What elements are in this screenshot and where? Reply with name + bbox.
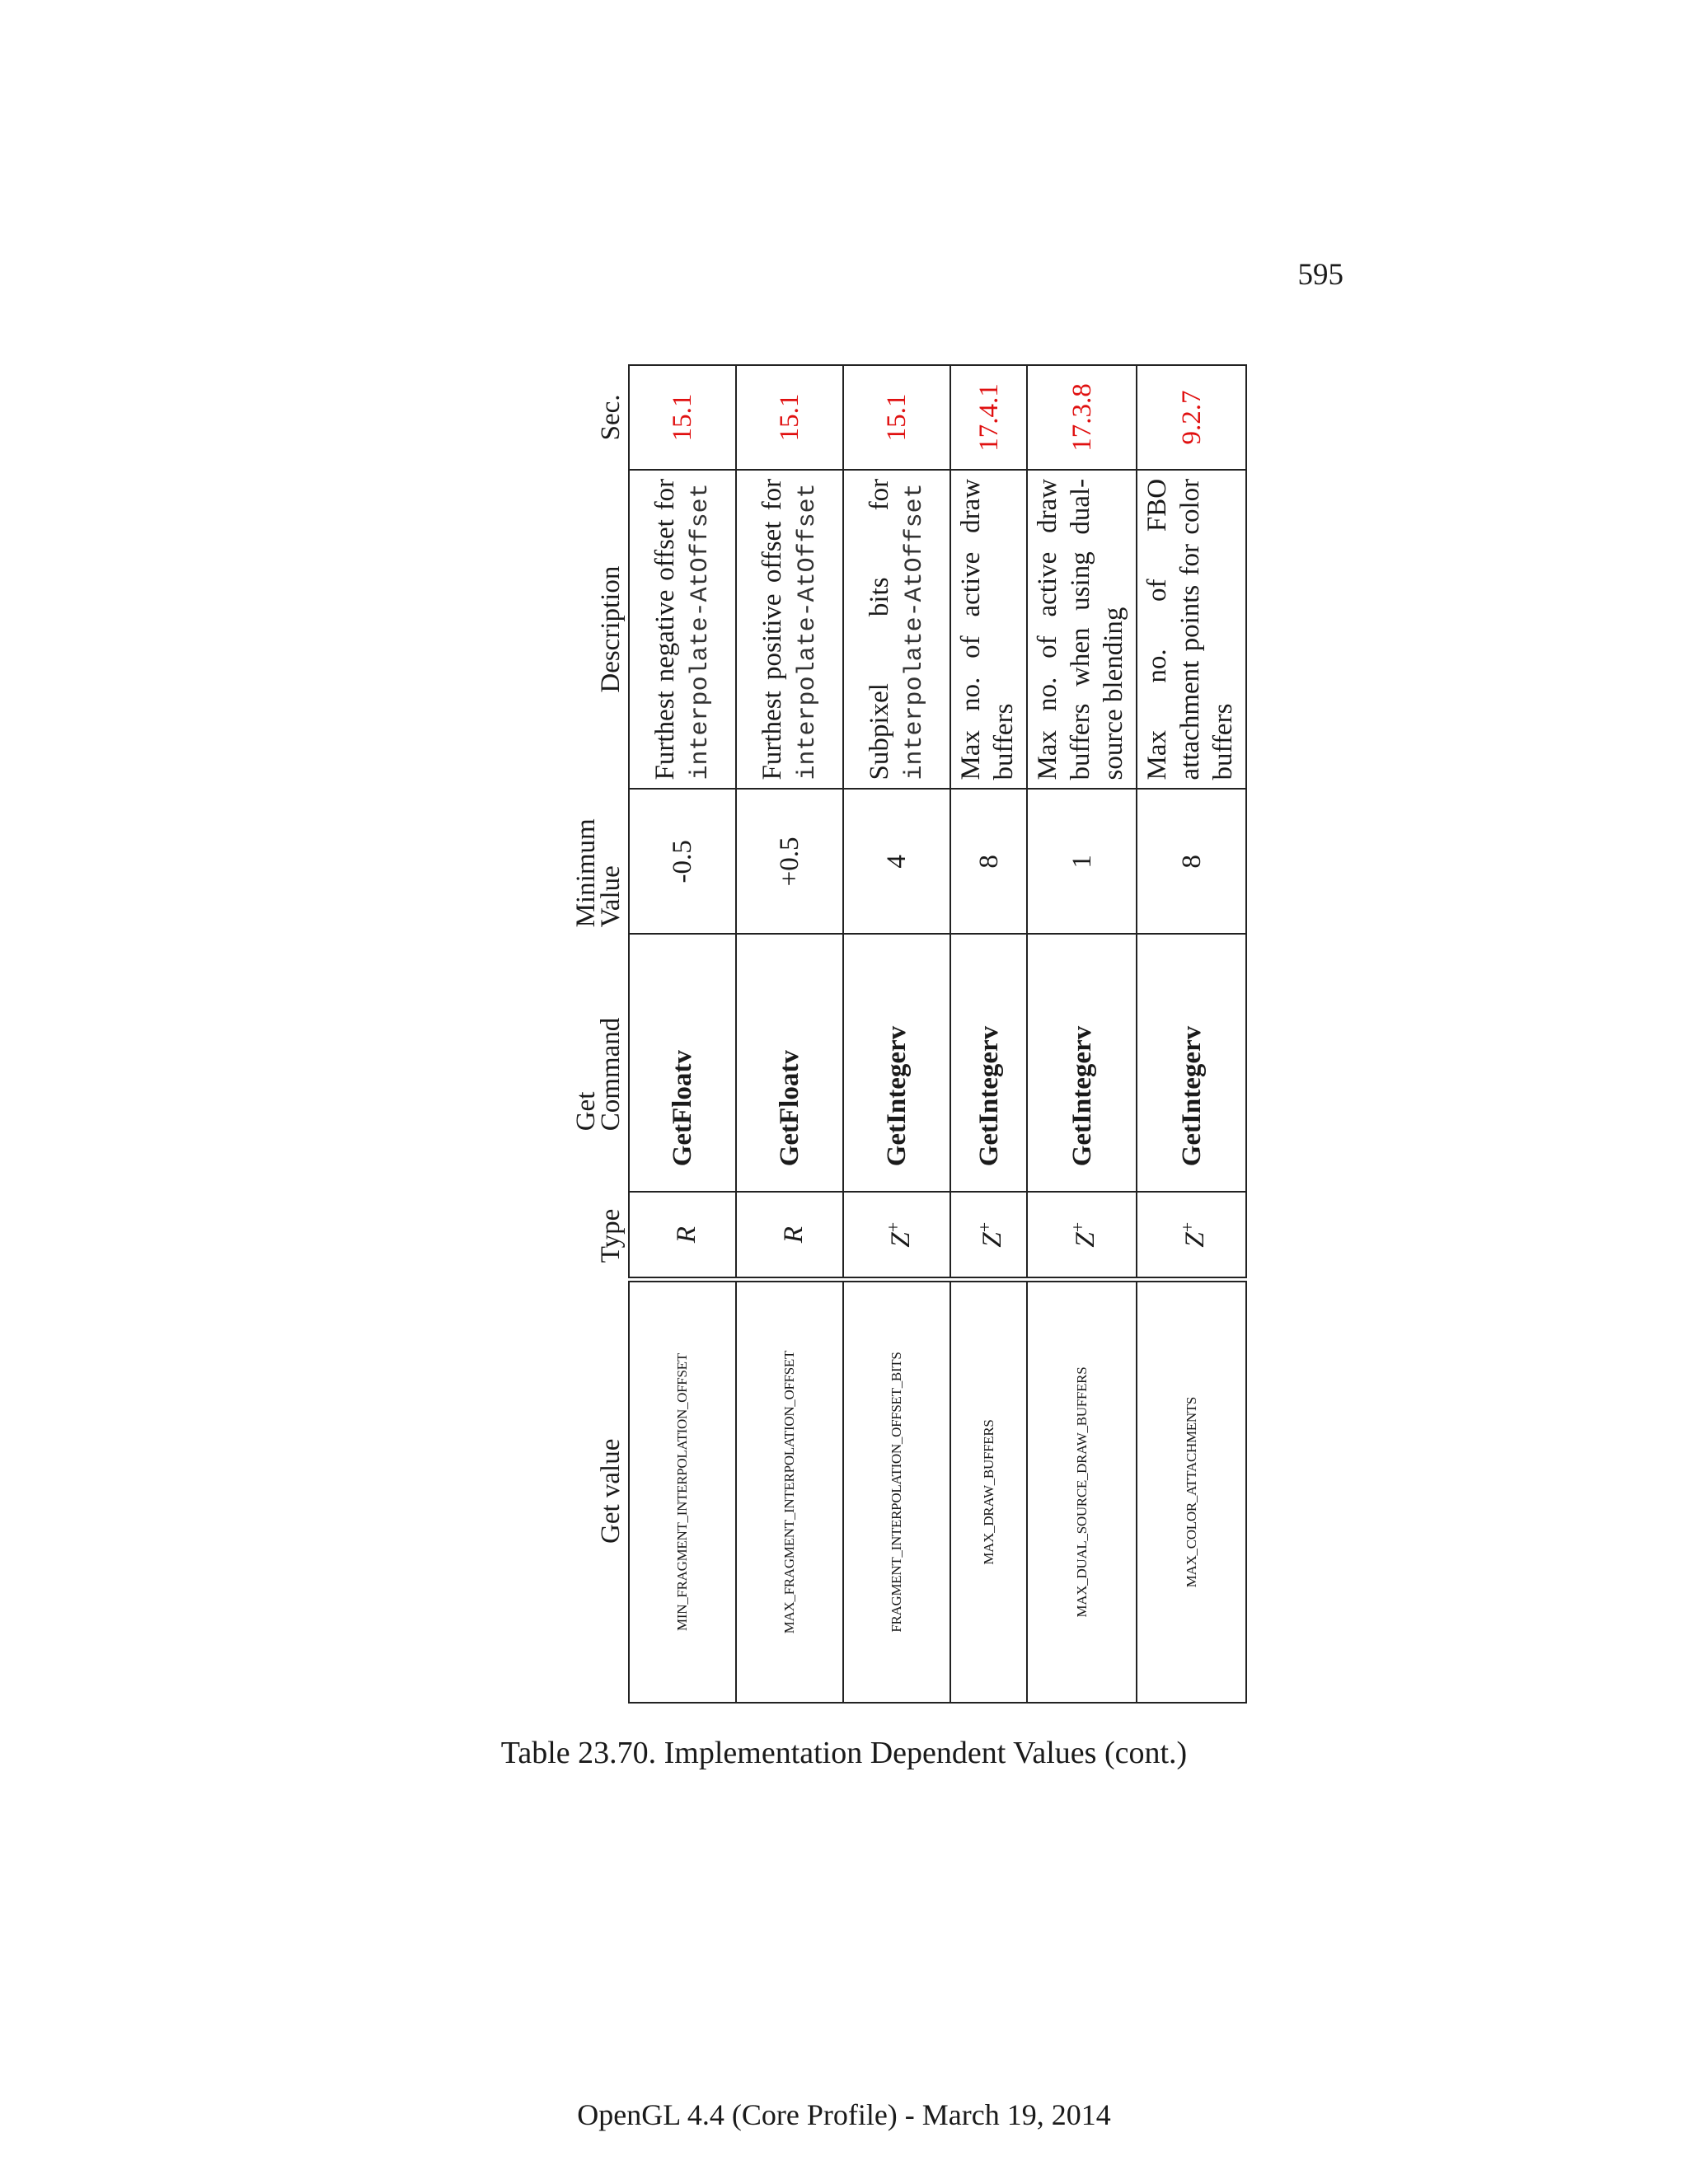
type-symbol: Z <box>885 1232 916 1248</box>
get-command-cell: GetIntegerv <box>1137 934 1246 1192</box>
header-get-command-line2: Command <box>596 1017 626 1132</box>
header-type: Type <box>596 1208 626 1263</box>
description-text: Furthest negative offset for <box>649 478 680 780</box>
description-cell <box>843 470 950 790</box>
type-cell <box>736 1192 843 1279</box>
type-symbol: Z <box>1180 1232 1210 1248</box>
type-cell <box>629 1192 736 1279</box>
get-value-cell: MAX_DUAL_SOURCE_DRAW_BUFFERS <box>1027 1280 1137 1703</box>
type-superscript: + <box>882 1221 903 1233</box>
description-cell <box>1027 470 1137 790</box>
minimum-value-cell: 8 <box>950 789 1027 934</box>
table-row <box>843 365 950 1703</box>
get-value-cell: FRAGMENT_INTERPOLATION_OFFSET_BITS <box>843 1280 950 1703</box>
header-get-command-line1: Get <box>571 1091 601 1132</box>
type-symbol: Z <box>1071 1232 1100 1248</box>
description-text: Furthest positive offset for <box>757 478 787 780</box>
description-text: Max no. of FBO attachment points for color buffers <box>1142 478 1238 780</box>
description-code: interpolate-AtOffset <box>900 483 929 780</box>
implementation-values-table <box>529 364 1247 1704</box>
table-row <box>1027 365 1137 1703</box>
description-cell <box>736 470 843 790</box>
section-link[interactable]: 15.1 <box>843 365 950 470</box>
type-superscript: + <box>974 1221 995 1233</box>
type-symbol: R <box>778 1226 809 1244</box>
section-link[interactable]: 17.3.8 <box>1027 365 1137 470</box>
get-value-cell: MAX_DRAW_BUFFERS <box>950 1280 1027 1703</box>
description-cell <box>950 470 1027 790</box>
table-row <box>1137 365 1246 1703</box>
header-get-value: Get value <box>596 1438 626 1544</box>
type-cell <box>1027 1192 1137 1279</box>
section-link[interactable]: 15.1 <box>736 365 843 470</box>
page-number: 595 <box>1297 258 1343 292</box>
minimum-value-cell: 4 <box>843 789 950 934</box>
get-command-cell: GetIntegerv <box>1027 934 1137 1192</box>
minimum-value-cell: -0.5 <box>629 789 736 934</box>
description-code: interpolate-AtOffset <box>793 483 822 780</box>
get-command-cell: GetFloatv <box>736 934 843 1192</box>
description-cell <box>1137 470 1246 790</box>
table-row <box>736 365 843 1703</box>
type-symbol: Z <box>978 1232 1007 1248</box>
section-link[interactable]: 9.2.7 <box>1137 365 1246 470</box>
table-row <box>629 365 736 1703</box>
header-get-command <box>529 934 629 1192</box>
header-minimum-value-line1: Minimum <box>571 818 601 928</box>
rotated-table-container <box>529 364 1238 1704</box>
minimum-value-cell: 1 <box>1027 789 1137 934</box>
table-caption: Table 23.70. Implementation Dependent Values (cont.) <box>500 1736 1188 1770</box>
get-value-cell: MAX_COLOR_ATTACHMENTS <box>1137 1280 1246 1703</box>
minimum-value-cell: +0.5 <box>736 789 843 934</box>
header-minimum-value <box>529 789 629 934</box>
type-symbol: R <box>671 1226 701 1244</box>
get-value-cell: MAX_FRAGMENT_INTERPOLATION_OFFSET <box>736 1280 843 1703</box>
type-superscript: + <box>1067 1221 1088 1233</box>
get-command-cell: GetFloatv <box>629 934 736 1192</box>
description-text: Max no. of active draw buffers when using dual-source blending <box>1033 478 1128 780</box>
get-command-cell: GetIntegerv <box>843 934 950 1192</box>
page-footer: OpenGL 4.4 (Core Profile) - March 19, 2014 <box>577 2098 1111 2131</box>
table-row <box>950 365 1027 1703</box>
description-code: interpolate-AtOffset <box>686 483 715 780</box>
section-link[interactable]: 17.4.1 <box>950 365 1027 470</box>
header-description: Description <box>596 565 626 693</box>
minimum-value-cell: 8 <box>1137 789 1246 934</box>
type-superscript: + <box>1177 1221 1198 1233</box>
description-text: Subpixel bits for <box>864 478 894 780</box>
get-command-cell: GetIntegerv <box>950 934 1027 1192</box>
type-cell <box>843 1192 950 1279</box>
type-cell <box>1137 1192 1246 1279</box>
description-text: Max no. of active draw buffers <box>956 478 1019 780</box>
section-link[interactable]: 15.1 <box>629 365 736 470</box>
description-cell <box>629 470 736 790</box>
table-header-row <box>529 365 629 1703</box>
get-value-cell: MIN_FRAGMENT_INTERPOLATION_OFFSET <box>629 1280 736 1703</box>
header-section: Sec. <box>596 394 626 441</box>
type-cell <box>950 1192 1027 1279</box>
header-minimum-value-line2: Value <box>596 865 626 928</box>
